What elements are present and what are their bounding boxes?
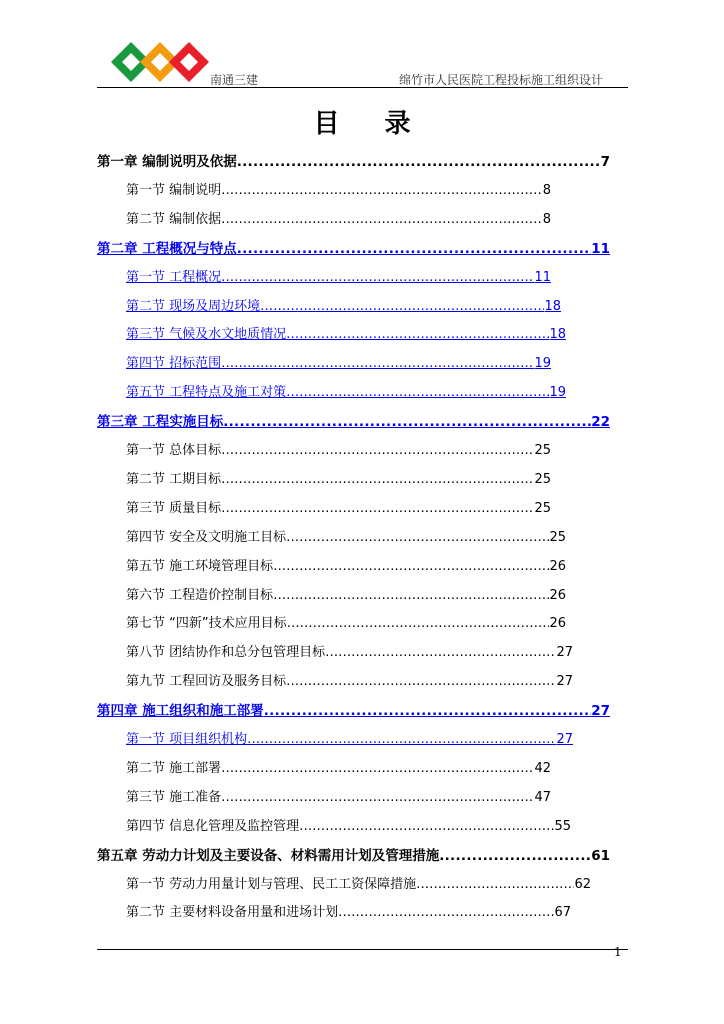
toc-entry-page: 25 — [534, 500, 551, 516]
toc-entry-page: 55 — [554, 818, 571, 834]
page-number: 1 — [614, 945, 622, 959]
toc-chapter — [97, 842, 610, 870]
toc-leader-dots — [439, 842, 591, 870]
toc-section — [126, 582, 566, 610]
toc-entry-label: 第一节 项目组织机构 — [126, 732, 248, 747]
toc-leader-dots — [273, 582, 549, 610]
header-divider — [97, 87, 628, 88]
toc-entry-label: 第九节 工程回访及服务目标 — [126, 674, 287, 690]
toc-leader-dots — [325, 639, 556, 667]
toc-chapter[interactable] — [97, 408, 610, 436]
toc-section — [126, 668, 573, 696]
toc-leader-dots — [221, 437, 534, 465]
page-title: 目 录 — [313, 109, 429, 139]
toc-section — [126, 784, 551, 812]
toc-leader-dots — [223, 408, 591, 436]
toc-leader-dots — [416, 871, 574, 899]
toc-leader-dots — [260, 293, 544, 321]
toc-entry-page: 27 — [556, 674, 573, 690]
toc-entry-page: 26 — [549, 558, 566, 574]
toc-leader-dots — [221, 755, 534, 783]
toc-entry-page: 25 — [534, 471, 551, 487]
toc-section[interactable] — [126, 350, 551, 378]
toc-leader-dots — [237, 148, 601, 176]
toc-entry-label: 第一章 编制说明及依据 — [97, 154, 237, 170]
page-header — [97, 40, 628, 88]
toc-entry-label: 第七节 “四新”技术应用目标 — [126, 616, 287, 632]
toc-leader-dots — [221, 264, 534, 292]
toc-entry-label: 第二节 施工部署 — [126, 760, 222, 776]
toc-leader-dots — [286, 668, 556, 696]
toc-entry-label: 第一节 工程概况 — [126, 269, 222, 285]
toc-entry-page: 47 — [534, 789, 551, 805]
toc-chapter — [97, 148, 610, 176]
toc-leader-dots — [221, 206, 543, 234]
toc-entry-label: 第四节 安全及文明施工目标 — [126, 529, 287, 545]
toc-entry-page: 67 — [554, 905, 571, 921]
toc-entry-label: 第四节 招标范围 — [126, 356, 222, 372]
toc-chapter[interactable] — [97, 697, 610, 725]
toc-entry-page: 27 — [556, 645, 573, 661]
document-title: 绵竹市人民医院工程投标施工组织设计 — [398, 73, 603, 87]
toc-section — [126, 553, 566, 581]
toc-section[interactable] — [126, 726, 573, 754]
toc-section[interactable] — [126, 264, 551, 292]
toc-entry-page: 22 — [591, 414, 610, 431]
toc-section[interactable] — [126, 293, 561, 321]
toc-section — [126, 495, 551, 523]
toc-entry-page: 19 — [534, 356, 551, 372]
toc-entry-page: 62 — [574, 876, 591, 892]
toc-section — [126, 437, 551, 465]
toc-entry-page: 25 — [534, 443, 551, 458]
toc-entry-page: 7 — [600, 154, 610, 170]
toc-entry-label: 第六节 工程造价控制目标 — [126, 587, 274, 603]
toc-entry-label: 第八节 团结协作和总分包管理目标 — [126, 645, 326, 661]
toc-section — [126, 177, 551, 205]
toc-section — [126, 871, 591, 899]
toc-entry-label: 第四章 施工组织和施工部署 — [97, 703, 264, 720]
toc-entry-page: 8 — [542, 211, 551, 227]
toc-entry-page: 8 — [542, 182, 551, 198]
toc-entry-label: 第二章 工程概况与特点 — [97, 240, 237, 257]
toc-section[interactable] — [126, 321, 566, 349]
toc-entry-label: 第二节 编制依据 — [126, 211, 222, 227]
toc-entry-label: 第三节 气候及水文地质情况 — [126, 327, 287, 343]
company-name: 南通三建 — [210, 73, 259, 87]
footer-divider — [97, 949, 628, 950]
toc-leader-dots — [286, 379, 549, 407]
toc-entry-page: 27 — [556, 732, 573, 747]
toc-entry-page: 11 — [591, 240, 610, 257]
toc-section — [126, 813, 571, 841]
toc-leader-dots — [338, 899, 554, 927]
toc-entry-label: 第四节 信息化管理及监控管理 — [126, 818, 300, 834]
toc-leader-dots — [237, 235, 592, 263]
toc-leader-dots — [286, 524, 549, 552]
toc-leader-dots — [299, 813, 554, 841]
toc-entry-label: 第一节 总体目标 — [126, 443, 222, 458]
toc-entry-page: 27 — [591, 703, 610, 720]
toc-leader-dots — [221, 466, 534, 494]
toc-leader-dots — [286, 321, 549, 349]
toc-entry-label: 第五节 工程特点及施工对策 — [126, 385, 287, 401]
toc-leader-dots — [287, 610, 550, 638]
toc-entry-label: 第五章 劳动力计划及主要设备、材料需用计划及管理措施 — [97, 847, 440, 864]
toc-entry-label: 第五节 施工环境管理目标 — [126, 558, 274, 574]
toc-section — [126, 524, 566, 552]
toc-leader-dots — [221, 495, 534, 523]
toc-entry-page: 18 — [544, 298, 561, 314]
toc-entry-label: 第一节 编制说明 — [126, 182, 222, 198]
toc-section — [126, 639, 573, 667]
toc-entry-label: 第二节 现场及周边环境 — [126, 298, 261, 314]
toc-entry-page: 26 — [549, 587, 566, 603]
toc-entry-label: 第三节 质量目标 — [126, 500, 222, 516]
toc-entry-page: 11 — [534, 269, 551, 285]
toc-entry-label: 第二节 主要材料设备用量和进场计划 — [126, 905, 339, 921]
toc-entry-page: 42 — [534, 760, 551, 776]
toc-entry-label: 第一节 劳动力用量计划与管理、民工工资保障措施 — [126, 876, 417, 892]
toc-section[interactable] — [126, 379, 566, 407]
toc-leader-dots — [221, 177, 543, 205]
toc-entry-page: 19 — [549, 385, 566, 401]
toc-chapter[interactable] — [97, 235, 610, 263]
toc-entry-page: 25 — [549, 529, 566, 545]
toc-section — [126, 206, 551, 234]
toc-leader-dots — [247, 726, 556, 754]
toc-entry-label: 第二节 工期目标 — [126, 471, 222, 487]
toc-entry-page: 61 — [591, 847, 610, 864]
toc-section — [126, 466, 551, 494]
company-logo-icon — [109, 40, 211, 84]
toc-section — [126, 899, 571, 927]
toc-entry-page: 18 — [549, 327, 566, 343]
toc-entry-label: 第三节 施工准备 — [126, 789, 222, 805]
toc-leader-dots — [221, 350, 534, 378]
toc-section — [126, 610, 566, 638]
toc-leader-dots — [273, 553, 549, 581]
toc-section — [126, 755, 551, 783]
toc-entry-page: 26 — [549, 616, 566, 632]
toc-leader-dots — [264, 697, 592, 725]
toc-leader-dots — [221, 784, 534, 812]
toc-entry-label: 第三章 工程实施目标 — [97, 414, 224, 431]
